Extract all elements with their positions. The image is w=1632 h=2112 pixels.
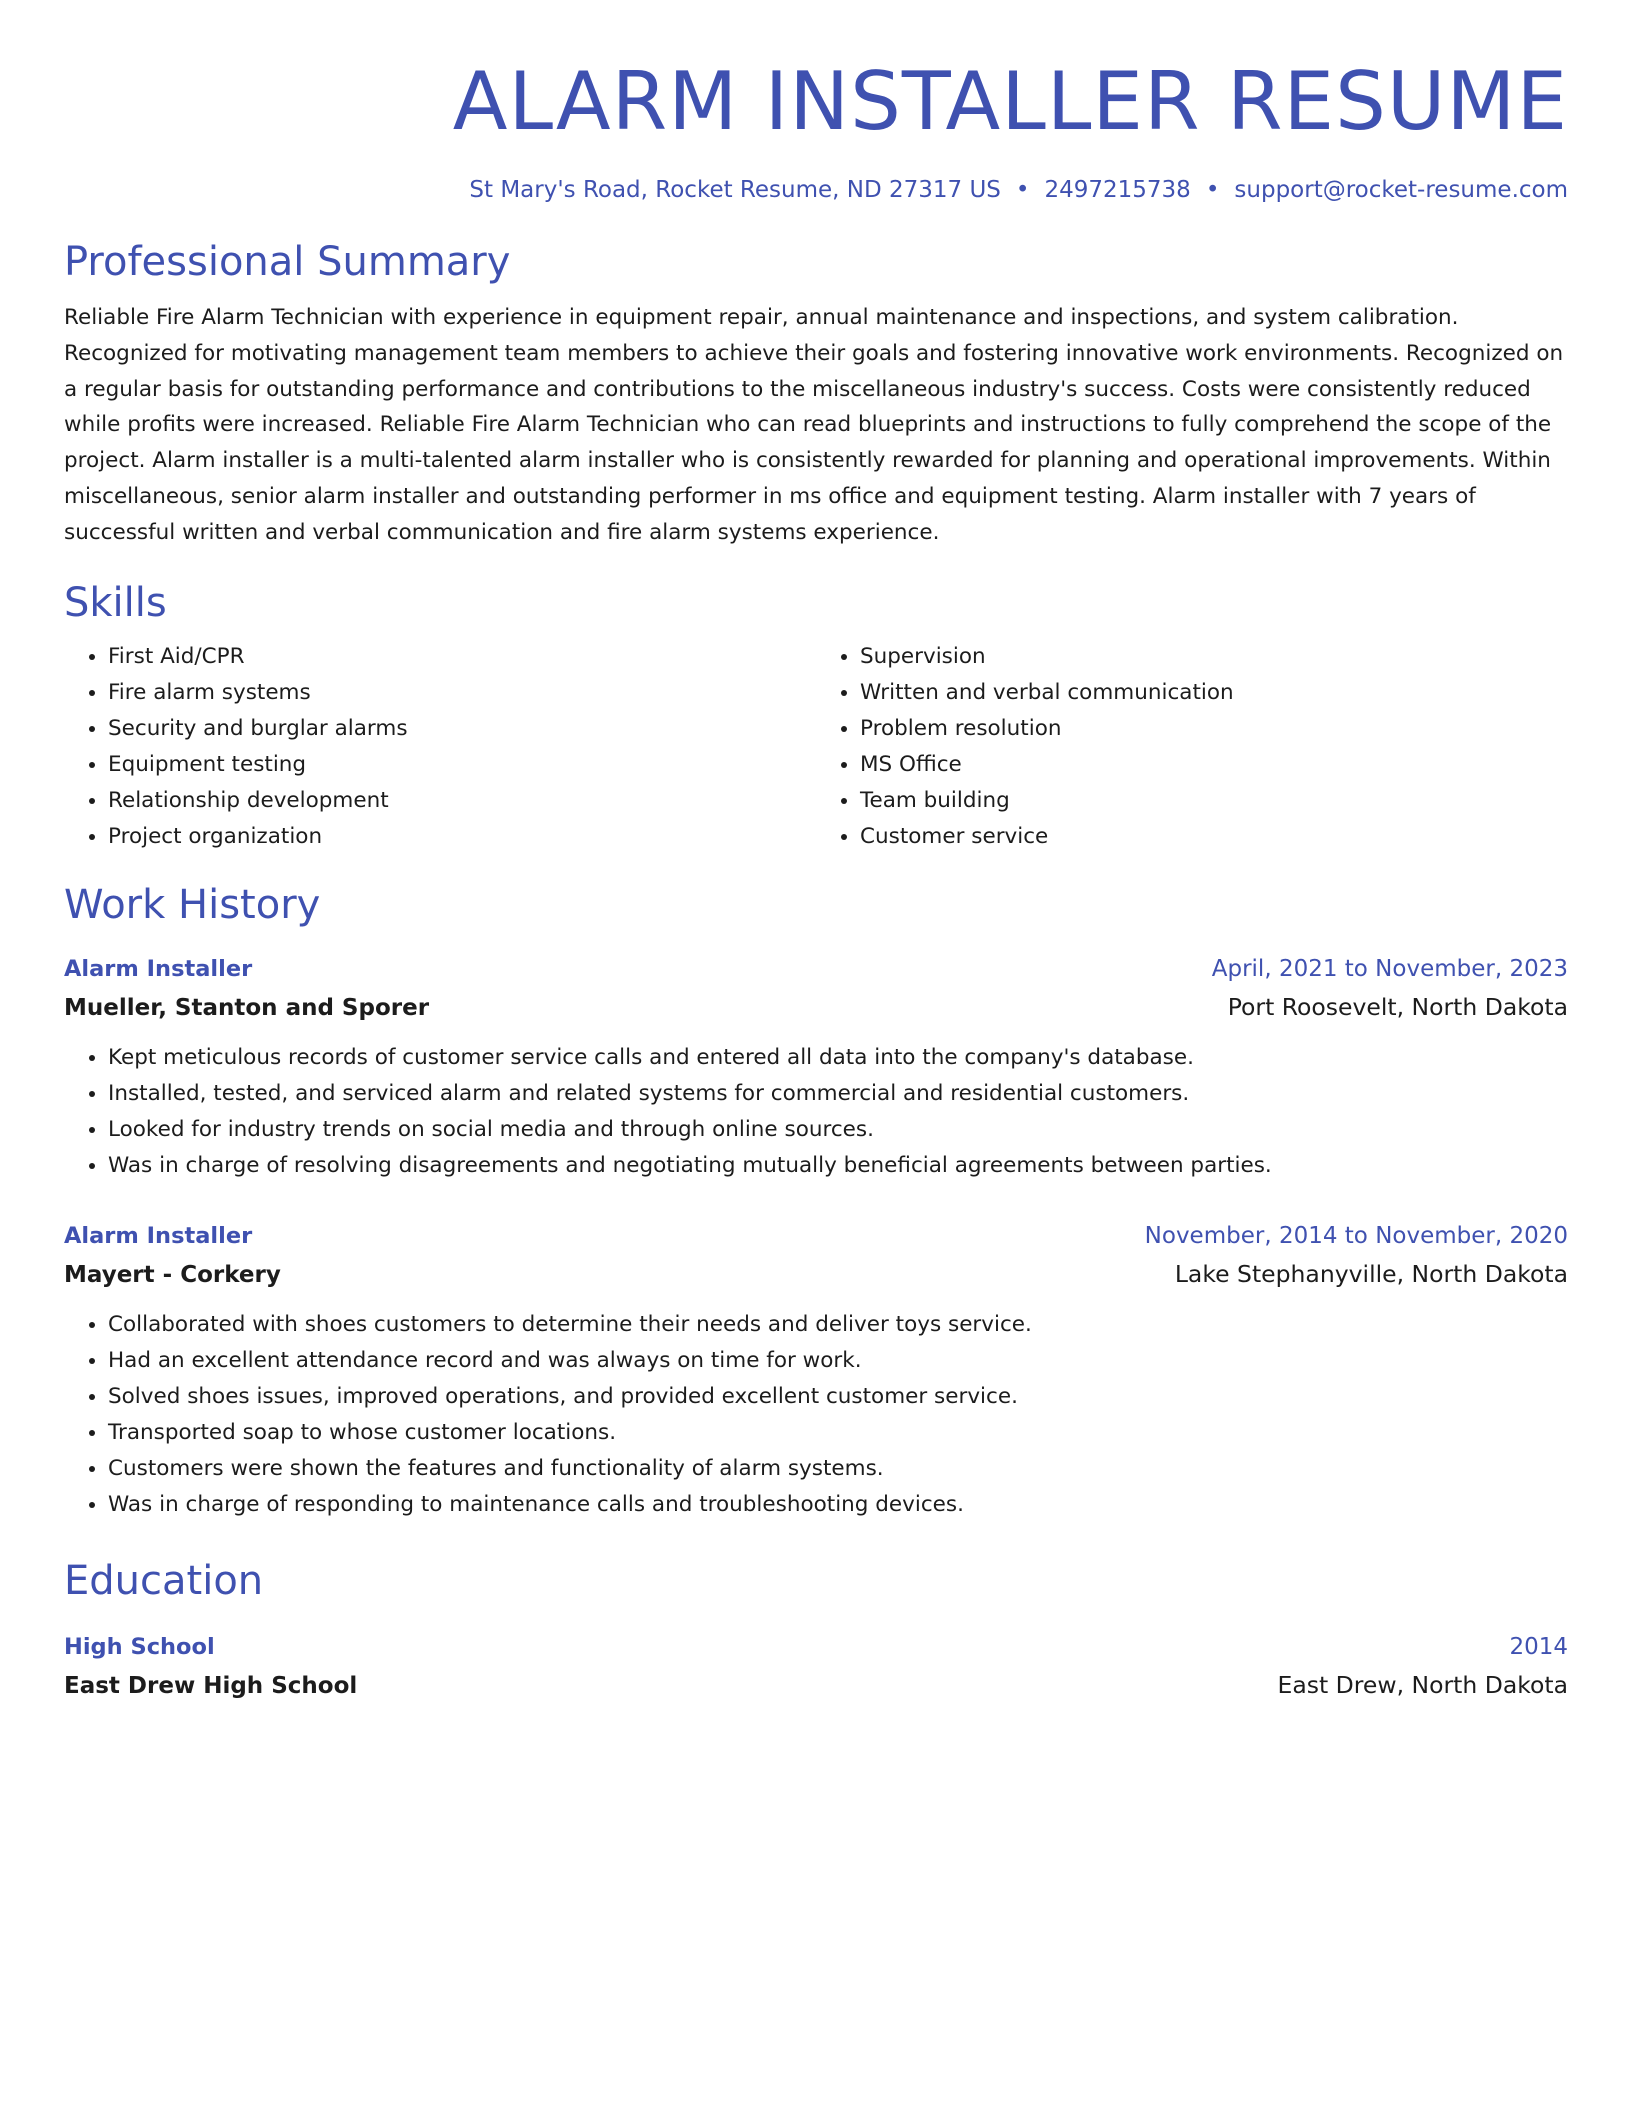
contact-address: St Mary's Road, Rocket Resume, ND 27317 US (469, 177, 1001, 203)
job-duty: • Kept meticulous records of customer service calls and entered all data into the company's database. (108, 1040, 1568, 1076)
section-title-work: Work History (64, 881, 321, 928)
resume-header (64, 52, 1568, 206)
job-header-row (64, 1218, 1568, 1254)
job-duty: • Installed, tested, and serviced alarm and related systems for commercial and residential customers. (108, 1076, 1568, 1112)
job-company: Mayert - Corkery (64, 1261, 281, 1288)
job-title: Alarm Installer (64, 1222, 253, 1249)
job-dates: November, 2014 to November, 2020 (1144, 1222, 1568, 1249)
contact-separator: • (1205, 177, 1220, 203)
job-duty: • Was in charge of responding to maintenance calls and troubleshooting devices. (108, 1487, 1568, 1523)
job-duty: • Transported soap to whose customer locations. (108, 1415, 1568, 1451)
job-dates: April, 2021 to November, 2023 (1211, 955, 1568, 982)
summary-text: Reliable Fire Alarm Technician with experience in equipment repair, annual maintenance and inspections, and system calibration. Recognized for motivating management team members to achieve their goals and fostering innovative work environments. Recognized on a regular basis for outstanding performance and contributions to the miscellaneous industry's success. Costs were consistently reduced while profits were increased. Reliable Fire Alarm Technician who can read blueprints and instructions to fully comprehend the scope of the project. Alarm installer is a multi-talented alarm installer who is consistently rewarded for planning and operational improvements. Within miscellaneous, senior alarm installer and outstanding performer in ms office and equipment testing. Alarm installer with 7 years of successful written and verbal communication and fire alarm systems experience. (64, 305, 1564, 545)
job-duty: • Collaborated with shoes customers to determine their needs and deliver toys service. (108, 1307, 1568, 1343)
contact-phone[interactable]: 2497215738 (1044, 177, 1191, 203)
education-entry (64, 1629, 1568, 1706)
skill-item: • Customer service (860, 819, 1568, 855)
skill-item: • Fire alarm systems (108, 675, 816, 711)
job-title: Alarm Installer (64, 955, 253, 982)
education-school: East Drew High School (64, 1672, 358, 1699)
skill-item: • Project organization (108, 819, 816, 855)
skills-list-right (816, 639, 1568, 855)
job-entry (64, 951, 1568, 1184)
skill-item: • Team building (860, 783, 1568, 819)
education-degree: High School (64, 1633, 215, 1660)
resume-title: ALARM INSTALLER RESUME (452, 55, 1568, 148)
job-company-row (64, 987, 1568, 1028)
skills-section (64, 577, 1568, 855)
contact-line (64, 174, 1568, 206)
education-section (64, 1555, 1568, 1706)
skill-item: • Problem resolution (860, 711, 1568, 747)
job-header-row (64, 951, 1568, 987)
skill-item: • Written and verbal communication (860, 675, 1568, 711)
job-duty: • Was in charge of resolving disagreements and negotiating mutually beneficial agreements between parties. (108, 1148, 1568, 1184)
education-location: East Drew, North Dakota (1277, 1670, 1568, 1699)
job-duty: • Looked for industry trends on social media and through online sources. (108, 1112, 1568, 1148)
education-year: 2014 (1509, 1633, 1568, 1660)
job-duty: • Solved shoes issues, improved operations, and provided excellent customer service. (108, 1379, 1568, 1415)
contact-separator: • (1015, 177, 1030, 203)
job-location: Lake Stephanyville, North Dakota (1174, 1259, 1568, 1288)
education-school-row (64, 1665, 1568, 1706)
section-title-summary: Professional Summary (64, 239, 511, 285)
job-duty: • Customers were shown the features and functionality of alarm systems. (108, 1451, 1568, 1487)
job-duties-list (64, 1307, 1568, 1523)
skill-item: • Relationship development (108, 783, 816, 819)
skill-item: • MS Office (860, 747, 1568, 783)
contact-email[interactable]: support@rocket-resume.com (1234, 177, 1568, 203)
job-company-row (64, 1254, 1568, 1295)
job-company: Mueller, Stanton and Sporer (64, 994, 430, 1021)
job-location: Port Roosevelt, North Dakota (1227, 992, 1568, 1021)
section-title-education: Education (64, 1557, 264, 1604)
work-history-section (64, 879, 1568, 1523)
skill-item: • Supervision (860, 639, 1568, 675)
job-duty: • Had an excellent attendance record and was always on time for work. (108, 1343, 1568, 1379)
professional-summary-section (64, 236, 1568, 551)
skill-item: • Equipment testing (108, 747, 816, 783)
skill-item: • First Aid/CPR (108, 639, 816, 675)
education-header-row (64, 1629, 1568, 1665)
skills-list-left (64, 639, 816, 855)
skill-item: • Security and burglar alarms (108, 711, 816, 747)
job-entry (64, 1218, 1568, 1523)
section-title-skills: Skills (64, 579, 167, 626)
job-duties-list (64, 1040, 1568, 1184)
skills-columns (64, 639, 1568, 855)
